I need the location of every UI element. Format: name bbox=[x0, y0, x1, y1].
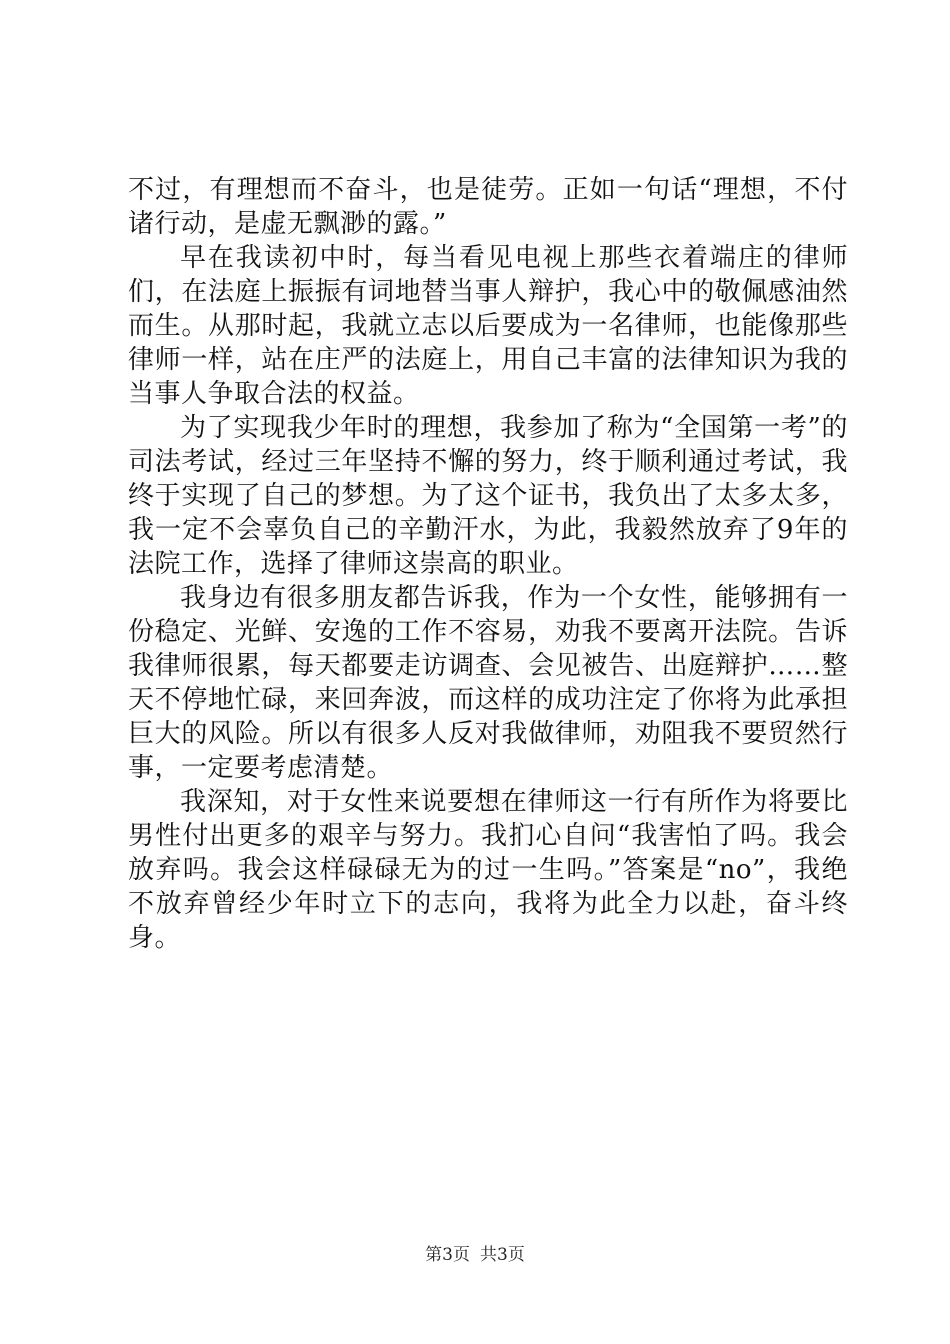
page-footer bbox=[0, 1244, 950, 1266]
paragraph-3: 为了实现我少年时的理想，我参加了称为“全国第一考”的司法考试，经过三年坚持不懈的努力，终于顺利通过考试，我终于实现了自己的梦想。为了这个证书，我负出了太多太多，我一定不会辜负自己的辛勤汗水，为此，我毅然放弃了9年的法院工作，选择了律师这崇高的职业。 bbox=[128, 413, 848, 579]
document-body bbox=[128, 173, 848, 955]
paragraph-1: 不过，有理想而不奋斗，也是徒劳。正如一句话“理想，不付诸行动，是虚无飘渺的露。” bbox=[128, 175, 848, 239]
paragraph-2: 早在我读初中时，每当看见电视上那些衣着端庄的律师们，在法庭上振振有词地替当事人辩护，我心中的敬佩感油然而生。从那时起，我就立志以后要成为一名律师，也能像那些律师一样，站在庄严的法庭上，用自己丰富的法律知识为我的当事人争取合法的权益。 bbox=[128, 243, 848, 409]
page-number-current: 第3页 bbox=[425, 1245, 470, 1265]
paragraph-4: 我身边有很多朋友都告诉我，作为一个女性，能够拥有一份稳定、光鲜、安逸的工作不容易，劝我不要离开法院。告诉我律师很累，每天都要走访调查、会见被告、出庭辩护……整天不停地忙碌，来回奔波，而这样的成功注定了你将为此承担巨大的风险。所以有很多人反对我做律师，劝阻我不要贸然行事，一定要考虑清楚。 bbox=[128, 583, 848, 783]
page-number-total: 共3页 bbox=[480, 1245, 525, 1265]
paragraph-5: 我深知，对于女性来说要想在律师这一行有所作为将要比男性付出更多的艰辛与努力。我扪心自问“我害怕了吗。我会放弃吗。我会这样碌碌无为的过一生吗。”答案是“no”，我绝不放弃曾经少年时立下的志向，我将为此全力以赴，奋斗终身。 bbox=[128, 787, 848, 953]
